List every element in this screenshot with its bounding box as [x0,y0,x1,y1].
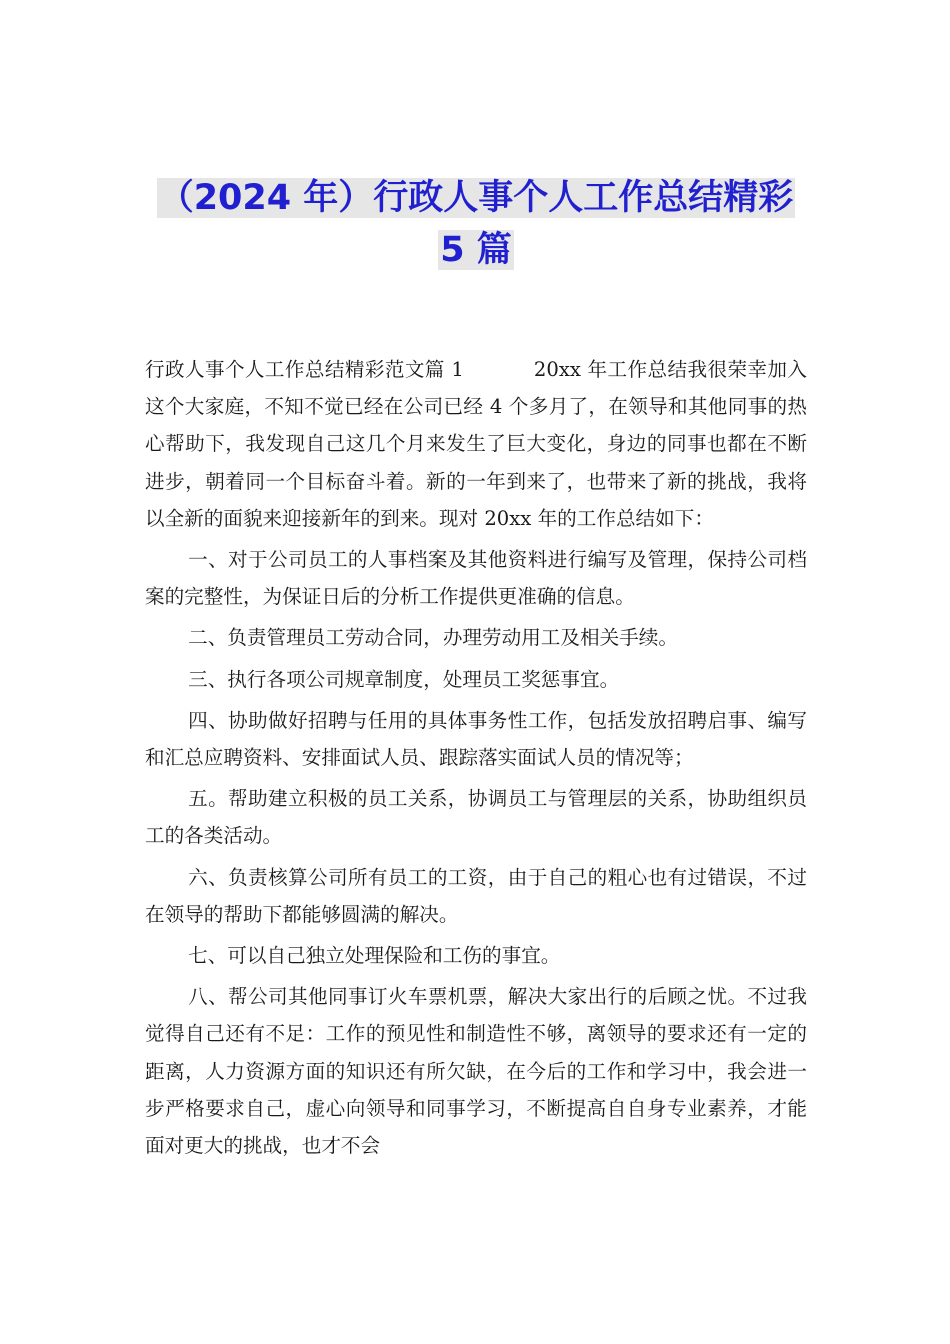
document-title-line-2: 5 篇 [440,230,512,270]
list-item: 七、可以自己独立处理保险和工伤的事宜。 [188,944,561,968]
list-item: 一、对于公司员工的人事档案及其他资料进行编写及管理，保持公司档案的完整性，为保证日后的分析工作提供更准确的信息。 [145,548,807,609]
article-heading: 行政人事个人工作总结精彩范文篇 1 [145,358,464,381]
list-item: 二、负责管理员工劳动合同，办理劳动用工及相关手续。 [188,626,678,650]
document-body [145,351,807,1168]
list-item: 四、协助做好招聘与任用的具体事务性工作，包括发放招聘启事、编写和汇总应聘资料、安排面试人员、跟踪落实面试人员的情况等； [145,708,807,770]
document-title-line-1: （2024 年）行政人事个人工作总结精彩 [158,178,794,218]
list-item: 三、执行各项公司规章制度，处理员工奖惩事宜。 [188,667,620,691]
document-title [145,172,807,276]
list-item: 五。帮助建立积极的员工关系，协调员工与管理层的关系，协助组织员工的各类活动。 [145,787,807,848]
intro-text: 20xx 年工作总结我很荣幸加入这个大家庭，不知不觉已经在公司已经 4 个多月了，在领导和其他同事的热心帮助下，我发现自己这几个月来发生了巨大变化，身边的同事也都在不断进步，朝着同一个目标奋斗着。新的一年到来了，也带来了新的挑战，我将以全新的面貌来迎接新年的到来。现对 20xx 年的工作总结如下： [145,358,807,530]
list-item: 六、负责核算公司所有员工的工资，由于自己的粗心也有过错误，不过在领导的帮助下都能够圆满的解决。 [145,865,807,926]
list-item: 八、帮公司其他同事订火车票机票，解决大家出行的后顾之忧。不过我觉得自己还有不足：工作的预见性和制造性不够，离领导的要求还有一定的距离，人力资源方面的知识还有所欠缺，在今后的工作和学习中，我会进一步严格要求自己，虚心向领导和同事学习，不断提高自自身专业素养，才能面对更大的挑战，也才不会 [145,985,807,1158]
intro-paragraph [145,351,807,537]
